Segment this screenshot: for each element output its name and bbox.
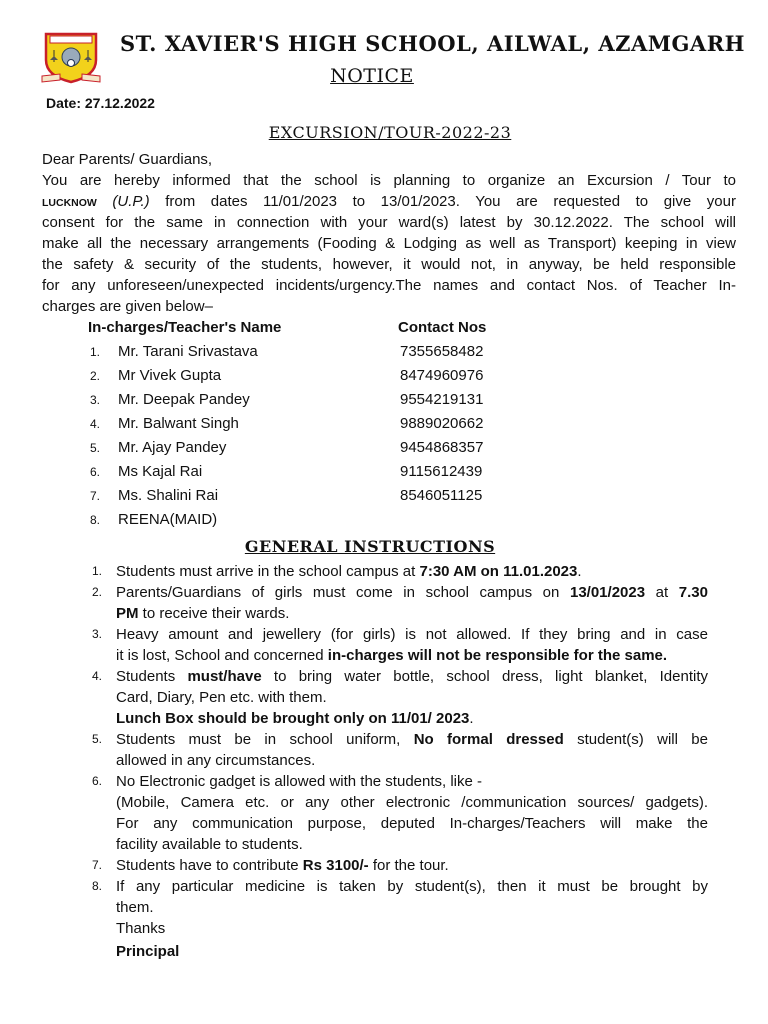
instruction-text [116, 855, 708, 876]
table-row [88, 364, 508, 388]
instruction-item [92, 582, 708, 624]
text-segment: You are hereby informed that the school is planning to organize an Excursion / Tour to [42, 172, 736, 189]
text-segment: allowed in any circumstances. [116, 752, 316, 769]
instruction-number: 2. [92, 585, 103, 599]
notice-heading: NOTICE [330, 65, 414, 87]
text-segment: Card, Diary, Pen etc. with them. [116, 689, 327, 706]
text-line [42, 254, 736, 275]
text-segment: must/have [187, 668, 262, 685]
text-line [116, 897, 708, 918]
instruction-number: 8. [92, 879, 103, 893]
row-number: 7. [90, 489, 101, 503]
text-segment: Heavy amount and jewellery (for girls) is not allowed. If they bring and in case [116, 626, 708, 643]
teacher-contact: 9889020662 [400, 415, 484, 432]
text-segment: Rs 3100/- [302, 857, 369, 874]
teacher-contact: 8546051125 [400, 487, 483, 504]
text-segment: . [577, 563, 582, 580]
table-row [88, 484, 508, 508]
text-segment: 7:30 AM on 11.01.2023 [419, 563, 578, 580]
text-segment: Students must be in school uniform, [116, 731, 414, 748]
teacher-name: REENA(MAID) [118, 511, 218, 528]
text-segment: PM [116, 605, 139, 622]
instruction-number: 1. [92, 564, 103, 578]
text-line [116, 603, 708, 624]
row-number: 6. [90, 465, 101, 479]
instruction-number: 3. [92, 627, 103, 641]
text-line [116, 813, 708, 834]
text-segment: Students have to contribute [116, 857, 303, 874]
text-segment: facility available to students. [116, 836, 303, 853]
instruction-item [92, 624, 708, 666]
row-number: 3. [90, 393, 101, 407]
instruction-number: 5. [92, 732, 103, 746]
name-column-header: In-charges/Teacher's Name [88, 319, 282, 336]
table-row [88, 436, 508, 460]
text-line [116, 855, 708, 876]
text-line [42, 233, 736, 254]
text-segment: Students [116, 668, 188, 685]
row-number: 8. [90, 513, 101, 527]
instruction-item [92, 666, 708, 729]
teacher-contact: 8474960976 [400, 367, 484, 384]
instruction-text [116, 666, 708, 729]
text-segment: for any unforeseen/unexpected incidents/urgency.The names and contact Nos. of Teacher In- [42, 277, 736, 294]
instruction-item [92, 876, 708, 918]
text-line [116, 750, 708, 771]
text-segment: in-charges will not be responsible for the same. [327, 647, 668, 664]
text-segment: from dates 11/01/2023 to 13/01/2023. You are requested to give your [149, 193, 736, 210]
text-line [116, 624, 708, 645]
text-segment: For any communication purpose, deputed In-charges/Teachers will make the [116, 815, 708, 832]
text-segment: Lunch Box should be brought only on 11/01/ 2023 [116, 710, 470, 727]
instruction-item [92, 855, 708, 876]
instruction-item [92, 561, 708, 582]
teacher-name: Mr. Tarani Srivastava [118, 343, 258, 360]
table-row [88, 388, 508, 412]
notice-body [42, 149, 736, 317]
teacher-name: Mr. Balwant Singh [118, 415, 239, 432]
table-row [88, 460, 508, 484]
teacher-contacts-table [88, 316, 508, 532]
text-segment: If any particular medicine is taken by student(s), then it must be brought by [116, 878, 708, 895]
instruction-item [92, 771, 708, 855]
subject-heading: EXCURSION/TOUR-2022-23 [268, 123, 512, 142]
text-line [42, 275, 736, 296]
text-line [116, 708, 708, 729]
text-segment: . [469, 710, 474, 727]
text-segment: 7.30 [678, 584, 708, 601]
text-line [116, 792, 708, 813]
teacher-name: Ms. Shalini Rai [118, 487, 219, 504]
text-segment: consent for the same in connection with your ward(s) latest by 30.12.2022. The school will [42, 214, 736, 231]
text-segment: LUCKNOW [42, 197, 97, 209]
salutation: Dear Parents/ Guardians, [42, 151, 213, 168]
closing-thanks: Thanks [116, 920, 166, 937]
teacher-name: Mr. Deepak Pandey [118, 391, 250, 408]
text-line [116, 834, 708, 855]
row-number: 1. [90, 345, 101, 359]
text-line [116, 645, 708, 666]
school-name: ST. XAVIER'S HIGH SCHOOL, AILWAL, AZAMGARH [120, 31, 746, 56]
text-segment [97, 193, 113, 210]
text-line [116, 687, 708, 708]
table-row [88, 340, 508, 364]
instruction-text [116, 582, 708, 624]
text-segment: student(s) will be [563, 731, 708, 748]
notice-date: Date: 27.12.2022 [46, 95, 155, 111]
teacher-contact: 7355658482 [400, 343, 484, 360]
instruction-text [116, 561, 708, 582]
text-segment: them. [116, 899, 154, 916]
teacher-name: Ms Kajal Rai [118, 463, 203, 480]
table-header [88, 316, 508, 340]
text-line [42, 191, 736, 212]
text-line [42, 212, 736, 233]
row-number: 5. [90, 441, 101, 455]
text-segment: to receive their wards. [138, 605, 290, 622]
text-segment: Parents/Guardians of girls must come in school campus on [116, 584, 570, 601]
instruction-item [92, 729, 708, 771]
instructions-heading: GENERAL INSTRUCTIONS [244, 537, 496, 556]
text-segment: Students must arrive in the school campus at [116, 563, 420, 580]
text-segment: the safety & security of the students, however, it would not, in anyway, be held responsible [42, 256, 736, 273]
text-line [116, 666, 708, 687]
instruction-text [116, 771, 708, 855]
instructions-list [92, 561, 708, 962]
text-segment: No formal dressed [413, 731, 564, 748]
text-segment: to bring water bottle, school dress, light blanket, Identity [261, 668, 708, 685]
text-segment: 13/01/2023 [569, 584, 646, 601]
instruction-text [116, 624, 708, 666]
text-line [116, 582, 708, 603]
text-segment: for the tour. [368, 857, 449, 874]
teacher-contact: 9554219131 [400, 391, 484, 408]
row-number: 2. [90, 369, 101, 383]
text-line [116, 561, 708, 582]
text-segment: make all the necessary arrangements (Fooding & Lodging as well as Transport) keeping in view [42, 235, 736, 252]
instruction-text [116, 876, 708, 918]
table-row [88, 412, 508, 436]
teacher-name: Mr Vivek Gupta [118, 367, 222, 384]
teacher-contact: 9454868357 [400, 439, 484, 456]
text-segment: No Electronic gadget is allowed with the students, like - [116, 773, 483, 790]
signature-principal: Principal [116, 943, 180, 960]
table-row [88, 508, 508, 532]
text-segment: (U.P.) [112, 193, 150, 210]
text-line [116, 876, 708, 897]
instruction-number: 4. [92, 669, 103, 683]
teacher-name: Mr. Ajay Pandey [118, 439, 227, 456]
text-line [116, 729, 708, 750]
contact-column-header: Contact Nos [398, 319, 487, 336]
text-line [116, 771, 708, 792]
row-number: 4. [90, 417, 101, 431]
text-segment: (Mobile, Camera etc. or any other electronic /communication sources/ gadgets). [116, 794, 708, 811]
instruction-number: 6. [92, 774, 103, 788]
text-segment: at [645, 584, 679, 601]
text-line [42, 170, 736, 191]
text-segment: charges are given below– [42, 298, 213, 315]
instruction-number: 7. [92, 858, 103, 872]
teacher-contact: 9115612439 [400, 463, 483, 480]
instruction-text [116, 729, 708, 771]
text-segment: it is lost, School and concerned [116, 647, 328, 664]
text-line [42, 296, 736, 317]
